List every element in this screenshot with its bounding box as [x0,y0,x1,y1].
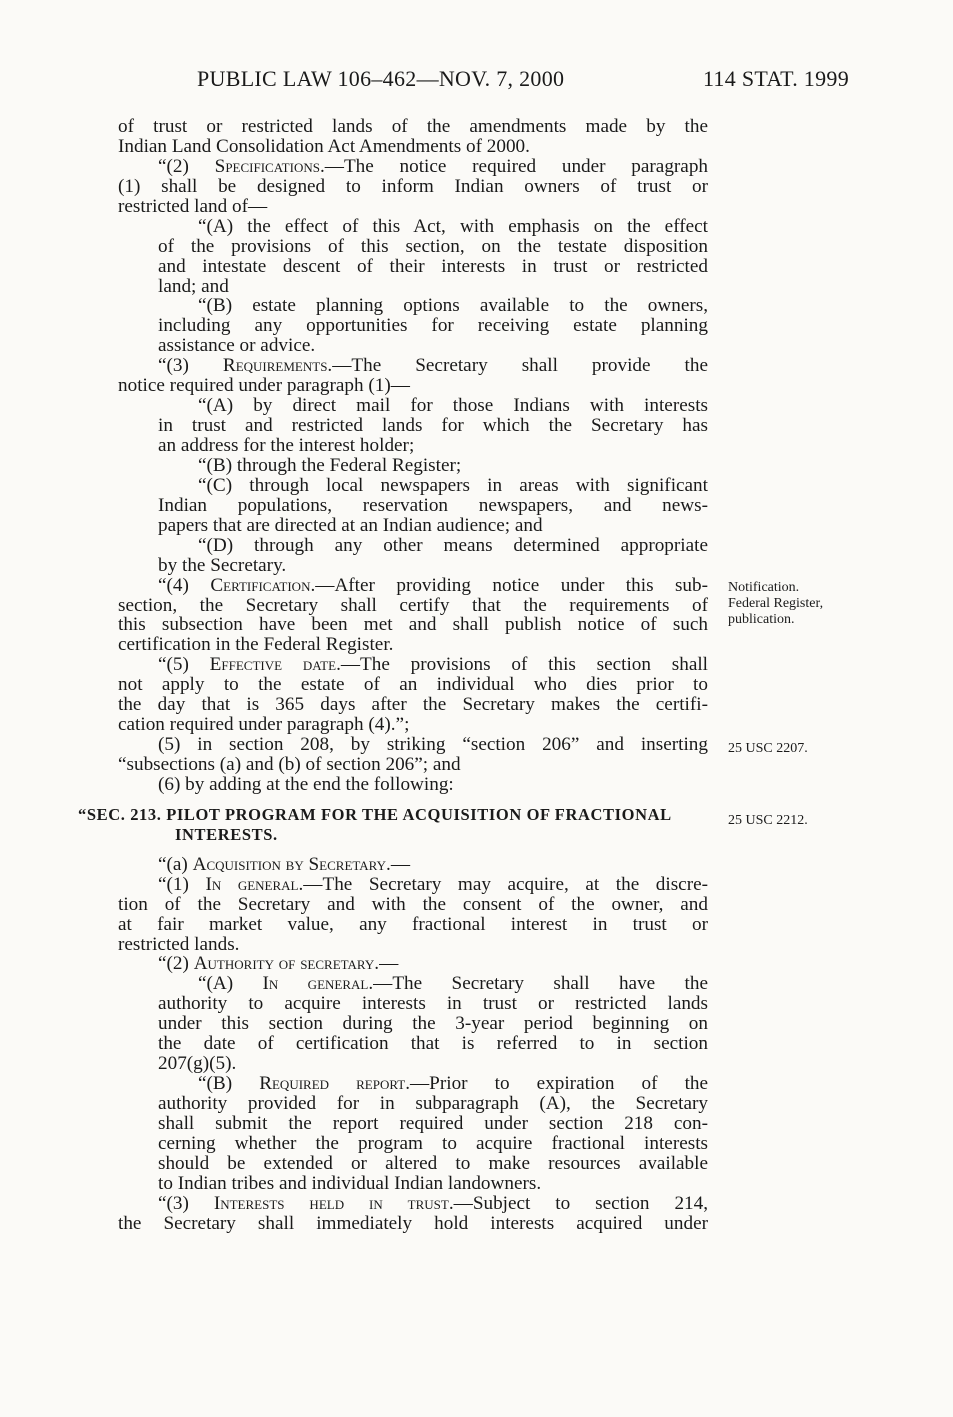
text-line [118,655,708,675]
text-line: Indian Land Consolidation Act Amendments of 2000. [118,135,530,157]
body-text [78,116,709,1234]
text-line [118,954,708,974]
margin-note-usc-2212: 25 USC 2212. [728,813,808,828]
line-text: .— [374,953,399,975]
small-caps-heading: In general [205,873,299,895]
line-text: .—The Secretary may acquire, at the discre- [298,873,708,895]
text-line: cation required under paragraph (4).”; [118,714,410,736]
small-caps-heading: In general [262,973,369,995]
text-line: restricted lands. [118,933,240,955]
text-line: authority to acquire interests in trust or restricted lands [158,993,708,1015]
line-text: .—The Secretary shall have the [368,973,708,995]
text-line: at fair market value, any fractional interest in trust or [118,913,708,935]
small-caps-heading: Acquisition by Secretary [192,853,387,875]
line-prefix: “(3) [158,355,223,377]
text-line: “(B) through the Federal Register; [198,454,462,476]
text-block-1 [118,117,708,795]
text-line [118,855,708,875]
small-caps-heading: Specifications [214,155,320,177]
text-line: cerning whether the program to acquire fractional interests [158,1132,708,1154]
line-prefix: “(4) [158,574,211,596]
text-line: “subsections (a) and (b) of section 206”; and [118,754,461,775]
text-line: assistance or advice. [158,335,316,357]
text-line: of the provisions of this section, on the testate disposition [158,235,708,257]
line-text: .—Prior to expiration of the [405,1073,709,1095]
text-line: and intestate descent of their interests in trust or restricted [158,255,708,277]
header-law-title: PUBLIC LAW 106–462—NOV. 7, 2000 [197,66,565,91]
page-header [0,66,953,96]
text-line: certification in the Federal Register. [118,634,394,656]
text-line: including any opportunities for receiving estate planning [158,315,708,337]
section-heading [78,805,708,845]
text-line [118,1194,708,1214]
text-line: papers that are directed at an Indian audience; and [158,514,543,536]
text-line: (1) shall be designed to inform Indian owners of trust or [118,175,708,197]
text-line: restricted land of— [118,195,268,217]
line-prefix: “(1) [158,873,206,895]
line-text: .—The notice required under paragraph [319,155,709,177]
line-prefix: “(a) [158,853,193,875]
text-line: “(A) by direct mail for those Indians with interests [198,395,708,417]
margin-note-line: Notification. [728,580,800,595]
text-line: of trust or restricted lands of the amendments made by the [118,116,708,137]
line-text: .—The Secretary shall provide the [327,355,708,377]
text-line: “(D) through any other means determined appropriate [198,534,708,556]
text-line: land; and [158,275,229,297]
line-text: .— [386,853,411,875]
text-line: an address for the interest holder; [158,435,415,456]
text-line: the day that is 365 days after the Secretary makes the certifi- [118,694,708,716]
small-caps-heading: Certification [210,574,311,596]
text-line: (5) in section 208, by striking “section 206” and inserting [158,734,708,756]
text-line [118,974,708,994]
small-caps-heading: Authority of secretary [193,953,375,975]
text-line: the date of certification that is referred to in section [158,1033,708,1055]
margin-note-notification [728,580,823,628]
text-line: under this section during the 3-year period beginning on [158,1013,708,1035]
margin-note-line: publication. [728,612,795,627]
text-line: authority provided for in subparagraph (A), the Secretary [158,1093,708,1114]
text-line: not apply to the estate of an individual who dies prior to [118,674,708,696]
text-line: by the Secretary. [158,554,287,576]
spacer [118,795,708,805]
text-line [118,356,708,376]
text-block-2 [118,855,708,1234]
text-line: tion of the Secretary and with the consent of the owner, and [118,893,708,915]
line-text: .—The provisions of this section shall [336,654,708,676]
margin-note-line: Federal Register, [728,596,824,611]
text-line: “(C) through local newspapers in areas with significant [198,474,708,496]
section-heading-line-1: “SEC. 213. PILOT PROGRAM FOR THE ACQUISITION OF FRACTIONAL [78,804,672,824]
text-line: “(A) the effect of this Act, with emphasis on the effect [198,215,708,237]
text-line: the Secretary shall immediately hold interests acquired under [118,1212,708,1234]
small-caps-heading: Requirements [222,355,328,377]
line-prefix: “(B) [198,1073,260,1095]
text-line: in trust and restricted lands for which the Secretary has [158,415,708,437]
text-line: section, the Secretary shall certify that the requirements of [118,594,708,616]
text-line: this subsection have been met and shall publish notice of such [118,614,708,636]
line-prefix: “(2) [158,953,194,975]
line-prefix: “(2) [158,155,215,177]
text-line: “(B) estate planning options available to the owners, [198,295,708,317]
line-text: .—Subject to section 214, [448,1192,709,1214]
small-caps-heading: Effective date [209,654,337,676]
text-line: notice required under paragraph (1)— [118,375,410,397]
margin-note-usc-2207: 25 USC 2207. [728,741,808,756]
line-prefix: “(3) [158,1192,214,1214]
line-prefix: “(5) [158,654,210,676]
line-prefix: “(A) [198,973,263,995]
text-line [118,157,708,177]
text-line: to Indian tribes and individual Indian landowners. [158,1172,542,1194]
text-line [118,1074,708,1094]
header-stat-page: 114 STAT. 1999 [702,66,849,91]
text-line: should be extended or altered to make resources available [158,1152,708,1174]
text-line [118,576,708,596]
small-caps-heading: Required report [259,1073,406,1095]
text-line: 207(g)(5). [158,1053,237,1075]
small-caps-heading: Interests held in trust [213,1192,449,1214]
text-line: Indian populations, reservation newspapers, and news- [158,494,708,516]
section-heading-line-2: INTERESTS. [175,824,278,844]
text-line: (6) by adding at the end the following: [158,773,454,795]
text-line: shall submit the report required under section 218 con- [158,1112,708,1134]
line-text: .—After providing notice under this sub- [310,574,709,596]
text-line [118,875,708,895]
